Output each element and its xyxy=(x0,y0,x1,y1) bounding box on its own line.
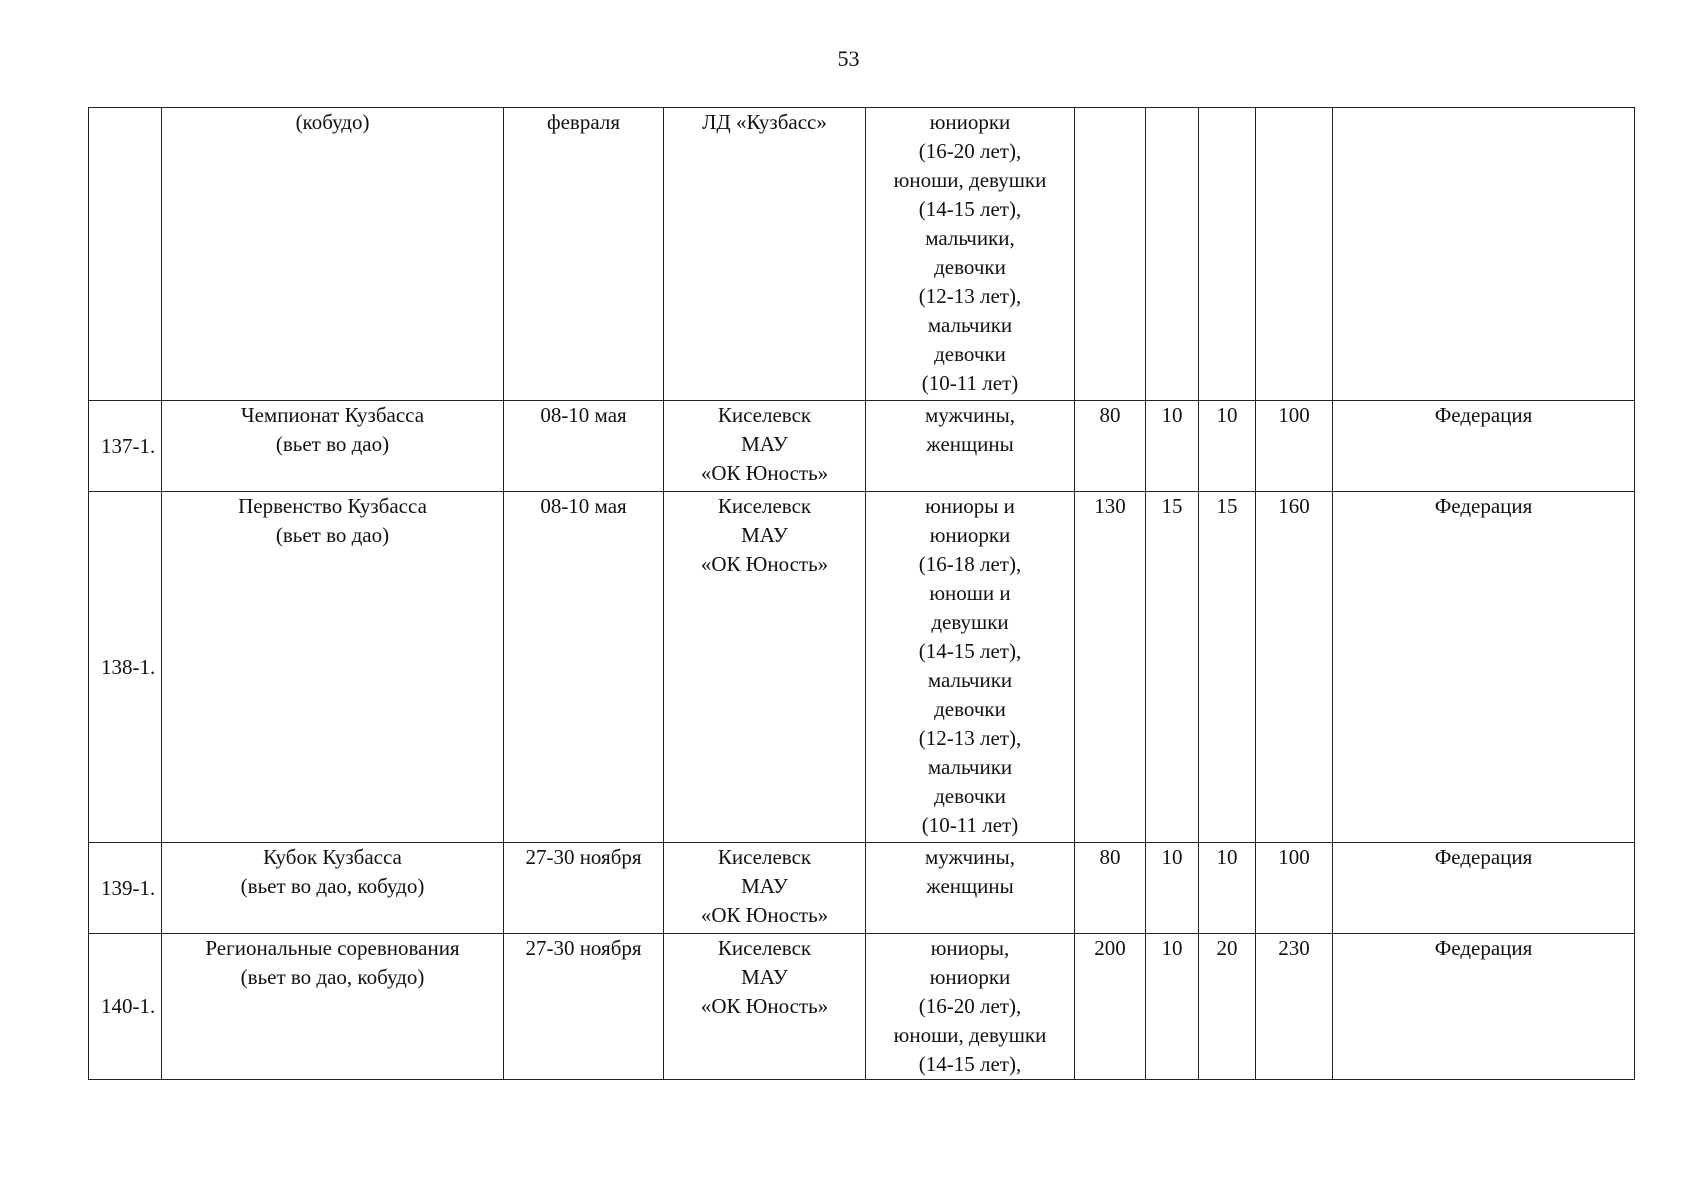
event-place: Киселевск МАУ «ОК Юность» xyxy=(664,934,866,1080)
row-number: 137-1. xyxy=(89,401,162,492)
table-row xyxy=(89,401,1635,492)
event-date: 27-30 ноября xyxy=(504,843,664,934)
participants: юниоры, юниорки (16-20 лет), юноши, девушки (14-15 лет), xyxy=(866,934,1075,1080)
organizer: Федерация xyxy=(1333,934,1635,1080)
participants: юниорки (16-20 лет), юноши, девушки (14-15 лет), мальчики, девочки (12-13 лет), мальчики девочки (10-11 лет) xyxy=(866,108,1075,401)
table-row xyxy=(89,108,1635,401)
count-2: 10 xyxy=(1146,934,1199,1080)
page-number: 53 xyxy=(837,46,860,71)
count-1: 130 xyxy=(1075,492,1146,843)
count-1: 200 xyxy=(1075,934,1146,1080)
count-3 xyxy=(1199,108,1256,401)
event-place: Киселевск МАУ «ОК Юность» xyxy=(664,843,866,934)
participants: мужчины, женщины xyxy=(866,843,1075,934)
table-row xyxy=(89,492,1635,843)
event-date: 08-10 мая xyxy=(504,492,664,843)
participants: мужчины, женщины xyxy=(866,401,1075,492)
organizer xyxy=(1333,108,1635,401)
event-place: Киселевск МАУ «ОК Юность» xyxy=(664,401,866,492)
row-number: 138-1. xyxy=(89,492,162,843)
count-3: 10 xyxy=(1199,401,1256,492)
organizer: Федерация xyxy=(1333,401,1635,492)
count-3: 15 xyxy=(1199,492,1256,843)
count-total: 100 xyxy=(1256,843,1333,934)
count-2: 10 xyxy=(1146,843,1199,934)
event-date: 08-10 мая xyxy=(504,401,664,492)
count-3: 20 xyxy=(1199,934,1256,1080)
row-number: 140-1. xyxy=(89,934,162,1080)
count-total: 100 xyxy=(1256,401,1333,492)
event-name: (кобудо) xyxy=(162,108,504,401)
count-1: 80 xyxy=(1075,843,1146,934)
event-name: Кубок Кузбасса (вьет во дао, кобудо) xyxy=(162,843,504,934)
event-date: 27-30 ноября xyxy=(504,934,664,1080)
event-name: Региональные соревнования (вьет во дао, кобудо) xyxy=(162,934,504,1080)
event-name: Первенство Кузбасса (вьет во дао) xyxy=(162,492,504,843)
event-name: Чемпионат Кузбасса (вьет во дао) xyxy=(162,401,504,492)
count-total: 230 xyxy=(1256,934,1333,1080)
count-2 xyxy=(1146,108,1199,401)
organizer: Федерация xyxy=(1333,843,1635,934)
event-place: ЛД «Кузбасс» xyxy=(664,108,866,401)
event-place: Киселевск МАУ «ОК Юность» xyxy=(664,492,866,843)
count-total xyxy=(1256,108,1333,401)
row-number: 139-1. xyxy=(89,843,162,934)
count-2: 10 xyxy=(1146,401,1199,492)
row-number xyxy=(89,108,162,401)
count-1: 80 xyxy=(1075,401,1146,492)
count-2: 15 xyxy=(1146,492,1199,843)
table-row xyxy=(89,934,1635,1080)
count-1 xyxy=(1075,108,1146,401)
events-table xyxy=(88,107,1635,1080)
organizer: Федерация xyxy=(1333,492,1635,843)
event-date: февраля xyxy=(504,108,664,401)
count-total: 160 xyxy=(1256,492,1333,843)
table-row xyxy=(89,843,1635,934)
count-3: 10 xyxy=(1199,843,1256,934)
participants: юниоры и юниорки (16-18 лет), юноши и девушки (14-15 лет), мальчики девочки (12-13 лет), мальчики девочки (10-11 лет) xyxy=(866,492,1075,843)
